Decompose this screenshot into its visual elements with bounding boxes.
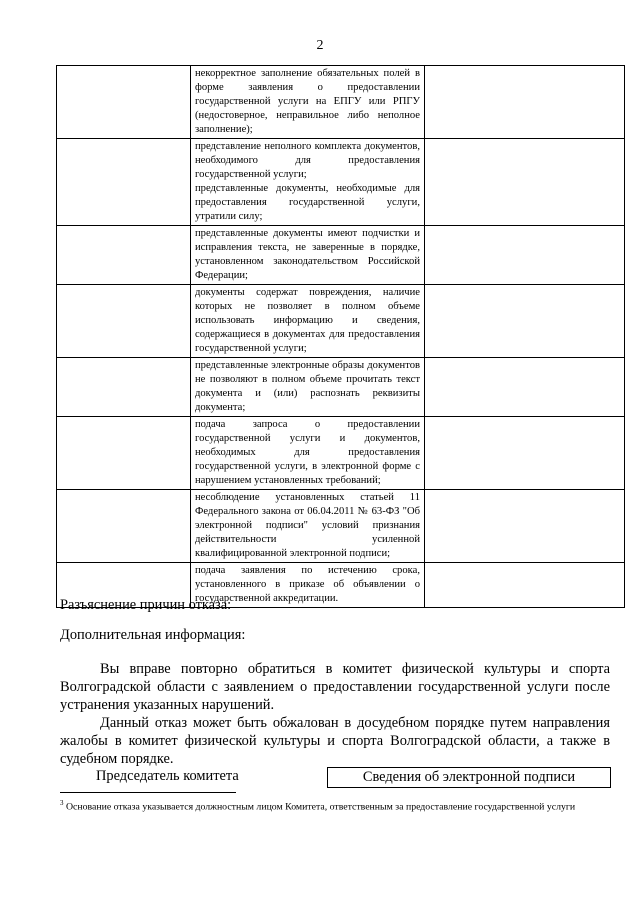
- reason-cell-text: [191, 358, 425, 417]
- footnote-text: Основание отказа указывается должностным лицом Комитета, ответственным за предоставление государственной услуги: [65, 801, 576, 813]
- signature-info-label: Сведения об электронной подписи: [362, 769, 576, 785]
- reason-text: несоблюдение установленных статьей 11 Федерального закона от 06.04.2011 № 63-ФЗ "Об электронной подписи" условий признания действительности усиленной квалифицированной электронной подписи;: [195, 492, 420, 559]
- reason-cell-text: [191, 66, 425, 139]
- reason-row: [57, 417, 625, 490]
- reason-text: подача запроса о предоставлении государственной услуги и документов, необходимых для предоставления государственной услуги, в электронной форме с нарушением установленных требований;: [195, 419, 420, 486]
- reason-text: представление неполного комплекта документов, необходимого для предоставления государственной услуги;: [195, 141, 420, 180]
- explanation-label: Разъяснение причин отказа:: [60, 597, 232, 613]
- reason-cell-right: [425, 66, 625, 139]
- paragraph-appeal: [60, 714, 610, 768]
- chairman-label: Председатель комитета: [96, 768, 239, 784]
- paragraph-reapply-text: Вы вправе повторно обратиться в комитет физической культуры и спорта Волгоградской области с заявлением о предоставлении государственной услуги после устранения указанных нарушений.: [60, 661, 610, 713]
- reason-text: представленные документы имеют подчистки и исправления текста, не заверенные в порядке, установленном законодательством Российской Федерации;: [195, 228, 420, 281]
- reason-cell-right: [425, 139, 625, 226]
- reason-row: [57, 490, 625, 563]
- footnote-mark: 3: [60, 799, 64, 807]
- footnote-separator: [60, 792, 236, 793]
- reason-cell-text: [191, 139, 425, 226]
- reason-cell-left: [57, 490, 191, 563]
- reason-text: некорректное заполнение обязательных полей в форме заявления о предоставлении государственной услуги на ЕПГУ или РПГУ (недостоверное, неправильное либо неполное заполнение);: [195, 68, 420, 135]
- refusal-reasons-table: [56, 65, 625, 608]
- reason-cell-left: [57, 358, 191, 417]
- reason-cell-left: [57, 285, 191, 358]
- reason-cell-right: [425, 490, 625, 563]
- paragraph-appeal-text: Данный отказ может быть обжалован в досудебном порядке путем направления жалобы в комитет физической культуры и спорта Волгоградской области, а также в судебном порядке.: [60, 715, 610, 767]
- reason-cell-text: [191, 490, 425, 563]
- reason-text: представленные электронные образы документов не позволяют в полном объеме прочитать текст документа и (или) распознать реквизиты документа;: [195, 360, 420, 413]
- footnote: [60, 797, 610, 813]
- reason-cell-right: [425, 417, 625, 490]
- reason-row: [57, 226, 625, 285]
- reason-cell-right: [425, 563, 625, 608]
- paragraph-reapply: [60, 660, 610, 714]
- reason-cell-right: [425, 285, 625, 358]
- reason-cell-left: [57, 139, 191, 226]
- reason-row: [57, 285, 625, 358]
- reason-text: документы содержат повреждения, наличие которых не позволяет в полном объеме использовать информацию и сведения, содержащиеся в документах для предоставления государственной услуги;: [195, 287, 420, 354]
- reason-cell-text: [191, 417, 425, 490]
- signature-info-box: [327, 767, 611, 788]
- reason-cell-left: [57, 66, 191, 139]
- reason-row: [57, 66, 625, 139]
- reason-text: подача заявления по истечению срока, установленного в приказе об объявлении о государственной аккредитации.: [195, 565, 420, 604]
- reason-cell-right: [425, 358, 625, 417]
- reason-cell-text: [191, 285, 425, 358]
- additional-info-label: Дополнительная информация:: [60, 627, 246, 643]
- reason-row: [57, 358, 625, 417]
- reason-text: представленные документы, необходимые для предоставления государственной услуги, утратили силу;: [195, 183, 420, 222]
- reason-cell-left: [57, 226, 191, 285]
- reason-row: [57, 139, 625, 226]
- reason-cell-text: [191, 226, 425, 285]
- reason-cell-left: [57, 417, 191, 490]
- page-number: 2: [316, 38, 324, 53]
- refusal-reasons-body: [57, 66, 625, 608]
- reason-cell-right: [425, 226, 625, 285]
